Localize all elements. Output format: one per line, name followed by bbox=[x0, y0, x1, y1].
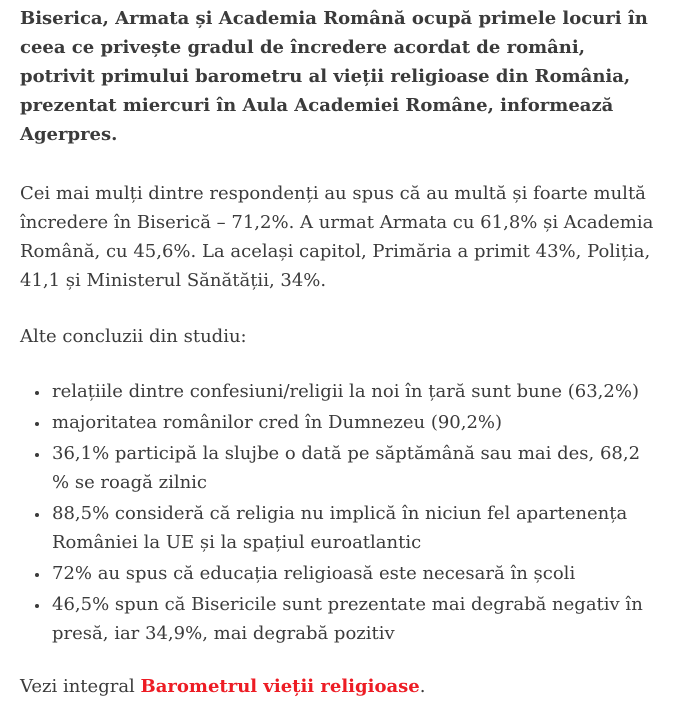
conclusions-list bbox=[20, 377, 661, 648]
conclusions-intro: Alte concluzii din studiu: bbox=[20, 326, 247, 347]
footer-paragraph bbox=[20, 672, 661, 701]
list-item: • 88,5% consideră că religia nu implică în niciun fel apartenența României la UE și la spațiul euroatlantic bbox=[50, 499, 661, 557]
list-item: • 72% au spus că educația religioasă este necesară în școli bbox=[50, 559, 661, 588]
lead-paragraph: Biserica, Armata și Academia Română ocupă primele locuri în ceea ce privește gradul de încredere acordat de români, potrivit primului barometru al vieții religioase din România, prezentat miercuri în Aula Academiei Române, informează Agerpres. bbox=[20, 8, 648, 145]
list-item: • relațiile dintre confesiuni/religii la noi în țară sunt bune (63,2%) bbox=[50, 377, 661, 406]
confidence-paragraph: Cei mai mulți dintre respondenți au spus că au multă și foarte multă încredere în Biserică – 71,2%. A urmat Armata cu 61,8% și Academia Română, cu 45,6%. La același capitol, Primăria a primit 43%, Poliția, 41,1 și Ministerul Sănătății, 34%. bbox=[20, 183, 654, 291]
barometrul-link[interactable]: Barometrul vieții religioase bbox=[140, 676, 420, 697]
list-item: • 46,5% spun că Bisericile sunt prezentate mai degrabă negativ în presă, iar 34,9%, mai degrabă pozitiv bbox=[50, 590, 661, 648]
footer-prefix: Vezi integral bbox=[20, 676, 141, 697]
list-item: • 36,1% participă la slujbe o dată pe săptămână sau mai des, 68,2 % se roagă zilnic bbox=[50, 439, 661, 497]
list-item: • majoritatea românilor cred în Dumnezeu (90,2%) bbox=[50, 408, 661, 437]
footer-suffix: . bbox=[419, 676, 426, 697]
